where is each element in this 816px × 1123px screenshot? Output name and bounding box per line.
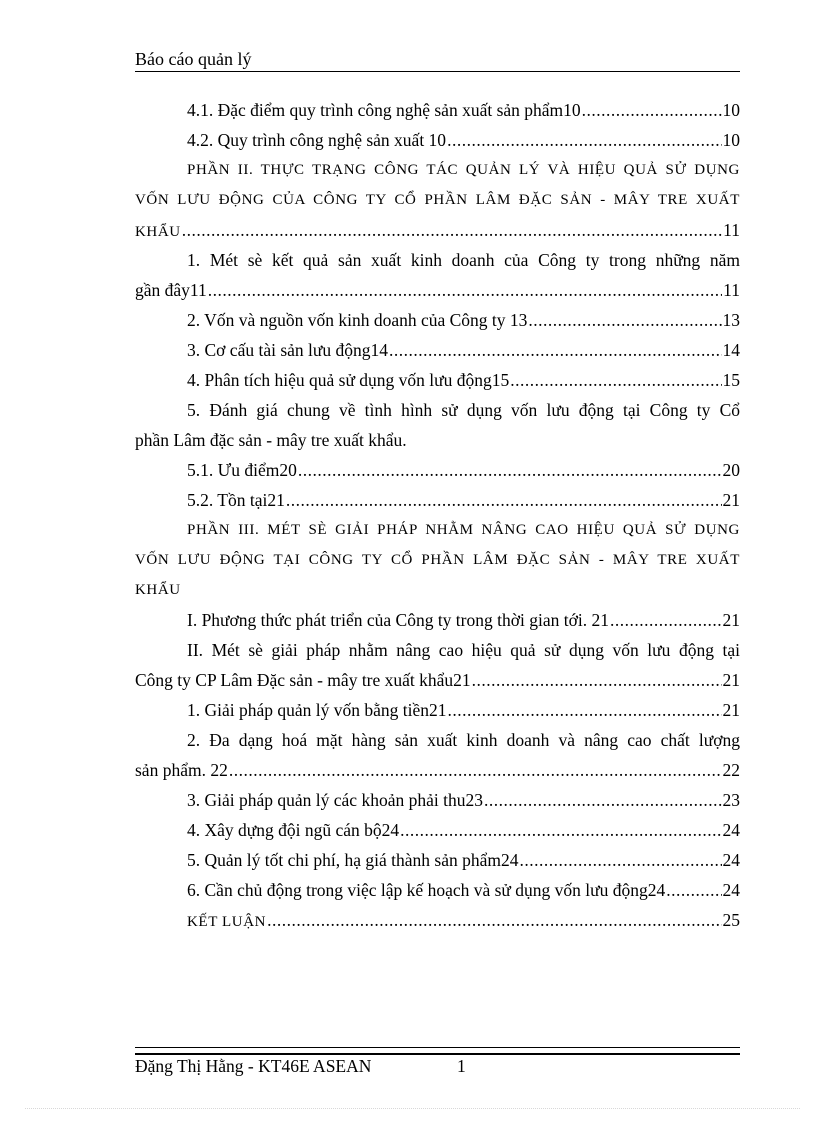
toc-entry-text: KẾT LUẬN xyxy=(187,914,267,930)
table-of-contents xyxy=(135,95,740,935)
toc-leader-dots xyxy=(447,125,721,155)
toc-text-line xyxy=(135,155,740,185)
toc-page-number: 21 xyxy=(722,700,740,720)
toc-entry-text: 3. Cơ cấu tài sản lưu động14 xyxy=(187,340,389,360)
toc-entry-text: KHẨU xyxy=(135,582,181,598)
page-edge-divider xyxy=(25,1108,800,1109)
toc-entry[interactable] xyxy=(135,125,740,155)
toc-entry[interactable] xyxy=(135,755,740,785)
footer-rule xyxy=(135,1047,740,1055)
toc-page-number: 23 xyxy=(722,790,740,810)
toc-leader-dots xyxy=(389,335,721,365)
toc-entry-text: KHẨU xyxy=(135,224,181,240)
footer-author: Đặng Thị Hằng - KT46E ASEAN xyxy=(135,1056,372,1076)
toc-entry-text: PHẦN II. THỰC TRẠNG CÔNG TÁC QUẢN LÝ VÀ HIỆU QUẢ SỬ DỤNG xyxy=(187,162,740,178)
toc-text-line xyxy=(135,395,740,425)
toc-entry-text: VỐN LƯU ĐỘNG CỦA CÔNG TY CỔ PHẦN LÂM ĐẶC SẢN - MÂY TRE XUẤT xyxy=(135,192,740,208)
toc-page-number: 22 xyxy=(722,760,740,780)
toc-entry-text: 6. Cần chủ động trong việc lập kế hoạch và sử dụng vốn lưu động24 xyxy=(187,880,666,900)
toc-page-number: 21 xyxy=(722,610,740,630)
footer-page-number: 1 xyxy=(457,1056,466,1076)
toc-text-line xyxy=(135,185,740,215)
toc-entry-text: I. Phương thức phát triển của Công ty trong thời gian tới. 21 xyxy=(187,610,609,630)
toc-entry-text: 5. Quản lý tốt chi phí, hạ giá thành sản phẩm24 xyxy=(187,850,519,870)
toc-entry-text: 4. Xây dựng đội ngũ cán bộ24 xyxy=(187,820,400,840)
toc-entry[interactable] xyxy=(135,785,740,815)
toc-text-line xyxy=(135,245,740,275)
toc-leader-dots xyxy=(267,905,721,935)
toc-page-number: 24 xyxy=(722,880,740,900)
toc-entry[interactable] xyxy=(135,665,740,695)
toc-leader-dots xyxy=(472,665,722,695)
toc-entry-text: 4.2. Quy trình công nghệ sản xuất 10 xyxy=(187,130,447,150)
page-footer xyxy=(135,1055,740,1077)
page-header xyxy=(135,48,740,72)
toc-page-number: 25 xyxy=(722,910,740,930)
toc-page-number: 14 xyxy=(722,340,740,360)
toc-entry[interactable] xyxy=(135,875,740,905)
toc-leader-dots xyxy=(286,485,722,515)
toc-entry[interactable] xyxy=(135,695,740,725)
toc-leader-dots xyxy=(510,365,721,395)
toc-leader-dots xyxy=(519,845,721,875)
toc-page-number: 13 xyxy=(722,310,740,330)
toc-leader-dots xyxy=(666,875,721,905)
toc-page-number: 11 xyxy=(723,220,740,240)
toc-entry[interactable] xyxy=(135,95,740,125)
toc-page-number: 21 xyxy=(722,490,740,510)
toc-entry-text: 5.1. Ưu điểm20 xyxy=(187,460,297,480)
toc-entry-text: Công ty CP Lâm Đặc sản - mây tre xuất khẩu21 xyxy=(135,670,471,690)
toc-entry-text: 4.1. Đặc điểm quy trình công nghệ sản xuất sản phẩm10 xyxy=(187,100,581,120)
toc-entry-text: phần Lâm đặc sản - mây tre xuất khẩu. xyxy=(135,430,407,450)
toc-text-line xyxy=(135,425,740,455)
toc-entry-text: 5. Đánh giá chung về tình hình sử dụng vốn lưu động tại Công ty Cổ xyxy=(187,400,740,420)
toc-entry-text: II. Mét sè giải pháp nhằm nâng cao hiệu quả sử dụng vốn lưu động tại xyxy=(187,640,740,660)
toc-leader-dots xyxy=(182,215,722,245)
toc-entry[interactable] xyxy=(135,485,740,515)
toc-leader-dots xyxy=(484,785,722,815)
toc-text-line xyxy=(135,575,740,605)
toc-page-number: 20 xyxy=(722,460,740,480)
toc-entry-text: VỐN LƯU ĐỘNG TẠI CÔNG TY CỔ PHẦN LÂM ĐẶC SẢN - MÂY TRE XUẤT xyxy=(135,552,740,568)
toc-entry-text: 4. Phân tích hiệu quả sử dụng vốn lưu động15 xyxy=(187,370,510,390)
toc-leader-dots xyxy=(528,305,721,335)
toc-entry[interactable] xyxy=(135,605,740,635)
toc-page-number: 11 xyxy=(723,280,740,300)
toc-entry[interactable] xyxy=(135,845,740,875)
toc-text-line xyxy=(135,515,740,545)
toc-entry[interactable] xyxy=(135,815,740,845)
toc-page-number: 10 xyxy=(722,100,740,120)
toc-entry[interactable] xyxy=(135,455,740,485)
toc-leader-dots xyxy=(208,275,722,305)
toc-entry-text: 1. Mét sè kết quả sản xuất kinh doanh của Công ty trong những năm xyxy=(187,250,740,270)
toc-leader-dots xyxy=(582,95,722,125)
toc-entry[interactable] xyxy=(135,215,740,245)
toc-entry-text: sản phẩm. 22 xyxy=(135,760,228,780)
toc-leader-dots xyxy=(610,605,722,635)
toc-entry[interactable] xyxy=(135,305,740,335)
toc-text-line xyxy=(135,725,740,755)
toc-entry-text: 3. Giải pháp quản lý các khoản phải thu23 xyxy=(187,790,483,810)
toc-entry-text: 5.2. Tồn tại21 xyxy=(187,490,285,510)
toc-entry[interactable] xyxy=(135,905,740,935)
toc-entry-text: PHẦN III. MÉT SÈ GIẢI PHÁP NHẰM NÂNG CAO HIỆU QUẢ SỬ DỤNG xyxy=(187,522,740,538)
toc-entry[interactable] xyxy=(135,365,740,395)
toc-page-number: 24 xyxy=(722,820,740,840)
toc-leader-dots xyxy=(448,695,722,725)
header-title: Báo cáo quản lý xyxy=(135,49,252,69)
toc-entry[interactable] xyxy=(135,275,740,305)
toc-page-number: 24 xyxy=(722,850,740,870)
toc-leader-dots xyxy=(229,755,722,785)
toc-page-number: 21 xyxy=(722,670,740,690)
toc-entry-text: gần đây11 xyxy=(135,280,207,300)
toc-text-line xyxy=(135,635,740,665)
toc-leader-dots xyxy=(298,455,722,485)
toc-page-number: 15 xyxy=(722,370,740,390)
toc-entry-text: 2. Đa dạng hoá mặt hàng sản xuất kinh doanh và nâng cao chất lượng xyxy=(187,730,740,750)
toc-page-number: 10 xyxy=(722,130,740,150)
toc-entry[interactable] xyxy=(135,335,740,365)
toc-entry-text: 1. Giải pháp quản lý vốn bằng tiền21 xyxy=(187,700,447,720)
toc-entry-text: 2. Vốn và nguồn vốn kinh doanh của Công ty 13 xyxy=(187,310,528,330)
toc-text-line xyxy=(135,545,740,575)
toc-leader-dots xyxy=(400,815,721,845)
